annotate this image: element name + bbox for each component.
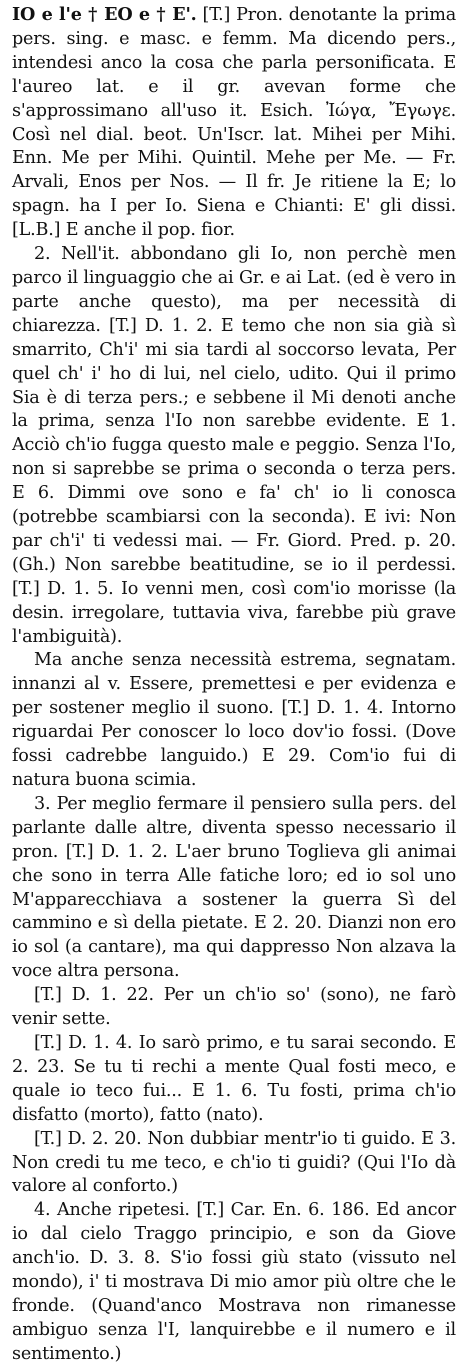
- section-3-example-1: [T.] D. 1. 22. Per un ch'io so' (sono), ne farò venir sette.: [12, 985, 456, 1030]
- entry-headword: IO e l'e † EO e † E'.: [12, 4, 197, 25]
- section-3: 3. Per meglio fermare il pensiero sulla pers. del parlante dalle altre, diventa spesso necessario il pron. [T.] D. 1. 2. L'aer bruno Toglieva gli animai che sono in terra Alle fatiche loro; ed io sol uno M'apparecchiava a sostener la guerra Sì del cammino e sì della pietate. E 2. 20. Dianzi non ero io sol (a cantare), ma qui dappresso Non alzava la voce altra persona.: [12, 793, 456, 982]
- entry-intro-text: [T.] Pron. denotante la prima pers. sing. e masc. e femm. Ma dicendo pers., intendesi anco la cosa che parla personificata. E l'aureo lat. e il gr. avevan forme che s'approssimano all'uso it. Esich. Ἰώγα, Ἔγωγε. Così nel dial. beot. Un'Iscr. lat. Mihei per Mihi. Enn. Me per Mihi. Quintil. Mehe per Me. — Fr. Arvali, Enos per Nos. — Il fr. Je ritiene la E; lo spagn. ha I per Io. Siena e Chianti: E' gli dissi. [L.B.] E anche il pop. fior.: [12, 5, 456, 241]
- section-4: 4. Anche ripetesi. [T.] Car. En. 6. 186. Ed ancor io dal cielo Traggo principio, e son da Giove anch'io. D. 3. 8. S'io fossi giù stato (vissuto nel mondo), i' ti mostrava Di mio amor più oltre che le fronde. (Quand'anco Mostrava non rimanesse ambiguo senza l'I, lanquirebbe e il numero e il sentimento.): [12, 1200, 456, 1364]
- section-3-example-2: [T.] D. 1. 4. Io sarò primo, e tu sarai secondo. E 2. 23. Se tu ti rechi a mente Qual fosti meco, e quale io teco fui... E 1. 6. Tu fosti, prima ch'io disfatto (morto), fatto (nato).: [12, 1032, 456, 1125]
- section-2-continued: Ma anche senza necessità estrema, segnatam. innanzi al v. Essere, premettesi e per evidenza e per sostener meglio il suono. [T.] D. 1. 4. Intorno riguardai Per conoscer lo loco dov'io fossi. (Dove fossi cadrebbe languido.) E 29. Com'io fui di natura buona scimia.: [12, 650, 456, 790]
- section-3-example-3: [T.] D. 2. 20. Non dubbiar mentr'io ti guido. E 3. Non credi tu me teco, e ch'io ti guidi? (Qui l'Io dà valore al conforto.): [12, 1128, 456, 1197]
- section-2: 2. Nell'it. abbondano gli Io, non perchè men parco il linguaggio che ai Gr. e ai Lat. (ed è vero in parte anche questo), ma per necessità di chiarezza. [T.] D. 1. 2. E temo che non sia già sì smarrito, Ch'i' mi sia tardi al soccorso levata, Per quel ch' i' ho di lui, nel cielo, udito. Qui il primo Sia è di terza pers.; e sebbene il Mi denoti anche la prima, senza l'Io non sarebbe evidente. E 1. Acciò ch'io fugga questo male e peggio. Senza l'Io, non si saprebbe se prima o seconda o terza pers. E 6. Dimmi ove sono e fa' ch' io li conosca (potrebbe scambiarsi con la seconda). E ivi: Non par ch'i' ti vedessi mai. — Fr. Giord. Pred. p. 20. (Gh.) Non sarebbe beatitudine, se io il perdessi. [T.] D. 1. 5. Io venni men, così com'io morisse (la desin. irregolare, tuttavia viva, farebbe più grave l'ambiguità).: [12, 244, 456, 647]
- entry-intro: [12, 3, 456, 243]
